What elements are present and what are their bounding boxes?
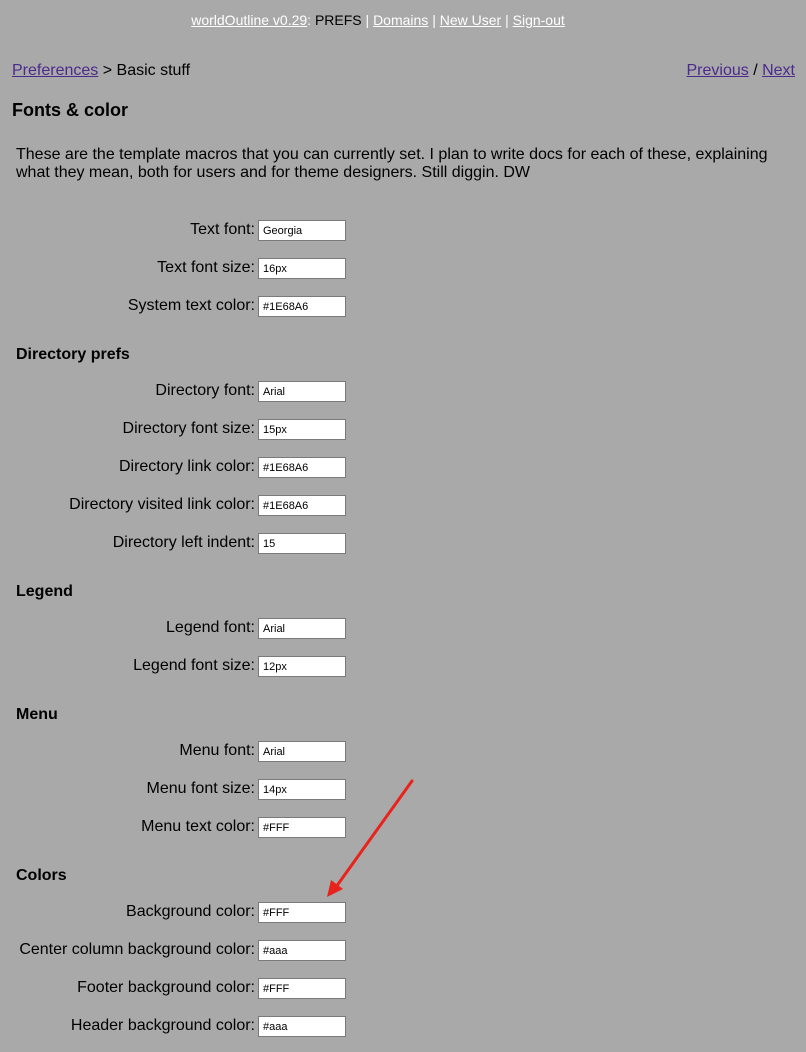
menu-font-size-label: Menu font size:: [146, 780, 255, 797]
page-title: Fonts & color: [12, 100, 128, 120]
nav-separator: |: [365, 12, 370, 28]
legend-font-size-row: [0, 656, 360, 678]
text-font-size-row: [0, 258, 360, 280]
center-column-background-color-label: Center column background color:: [19, 941, 255, 958]
nav-domains-link[interactable]: Domains: [373, 12, 429, 28]
directory-left-indent-label: Directory left indent:: [112, 534, 255, 551]
nav-separator: |: [432, 12, 436, 28]
directory-font-row: [0, 381, 360, 403]
directory-link-color-row: [0, 457, 360, 479]
directory-link-color-input[interactable]: [258, 457, 346, 478]
annotation-arrow-head: [327, 880, 343, 897]
center-column-background-color-row: [0, 940, 360, 962]
text-font-size-label: Text font size:: [157, 259, 255, 276]
breadcrumb: [12, 62, 190, 80]
nav-sign-out-link[interactable]: Sign-out: [512, 12, 565, 28]
nav-current-prefs: PREFS: [314, 12, 362, 28]
directory-left-indent-input[interactable]: [258, 533, 346, 554]
colors-heading: Colors: [16, 867, 67, 884]
text-font-input[interactable]: [258, 220, 346, 241]
directory-font-size-input[interactable]: [258, 419, 346, 440]
menu-font-label: Menu font:: [179, 742, 255, 759]
center-column-background-color-input[interactable]: [258, 940, 346, 961]
brand-link[interactable]: worldOutline v0.29: [191, 12, 308, 28]
intro-text: These are the template macros that you can currently set. I plan to write docs for each of these, explaining what they mean, both for users and for theme designers. Still diggin. DW: [16, 146, 768, 181]
directory-font-size-row: [0, 419, 360, 441]
nav-colon: :: [307, 12, 312, 28]
menu-text-color-label: Menu text color:: [141, 818, 255, 835]
background-color-label: Background color:: [126, 903, 255, 920]
directory-font-input[interactable]: [258, 381, 346, 402]
text-font-label: Text font:: [190, 221, 255, 238]
header-background-color-input[interactable]: [258, 1016, 346, 1037]
directory-left-indent-row: [0, 533, 360, 555]
legend-font-label: Legend font:: [166, 619, 255, 636]
top-nav: [0, 12, 756, 28]
menu-text-color-input[interactable]: [258, 817, 346, 838]
system-text-color-input[interactable]: [258, 296, 346, 317]
menu-heading: Menu: [16, 706, 58, 723]
menu-text-color-row: [0, 817, 360, 839]
text-font-row: [0, 220, 360, 242]
pager-separator: /: [753, 62, 758, 79]
directory-visited-link-color-input[interactable]: [258, 495, 346, 516]
pager: [686, 62, 795, 80]
breadcrumb-separator: >: [102, 62, 113, 79]
menu-font-input[interactable]: [258, 741, 346, 762]
directory-font-label: Directory font:: [155, 382, 255, 399]
breadcrumb-preferences-link[interactable]: Preferences: [12, 62, 99, 79]
menu-font-size-row: [0, 779, 360, 801]
legend-font-row: [0, 618, 360, 640]
legend-heading: Legend: [16, 583, 73, 600]
directory-link-color-label: Directory link color:: [118, 458, 255, 475]
footer-background-color-label: Footer background color:: [77, 979, 255, 996]
background-color-row: [0, 902, 360, 924]
previous-link[interactable]: Previous: [686, 62, 749, 79]
header-background-color-label: Header background color:: [70, 1017, 255, 1034]
text-font-size-input[interactable]: [258, 258, 346, 279]
system-text-color-row: [0, 296, 360, 318]
system-text-color-label: System text color:: [127, 297, 255, 314]
footer-background-color-row: [0, 978, 360, 1000]
menu-font-row: [0, 741, 360, 763]
breadcrumb-current: Basic stuff: [116, 62, 191, 79]
background-color-input[interactable]: [258, 902, 346, 923]
directory-visited-link-color-label: Directory visited link color:: [69, 496, 255, 513]
directory-visited-link-color-row: [0, 495, 360, 517]
menu-font-size-input[interactable]: [258, 779, 346, 800]
legend-font-size-input[interactable]: [258, 656, 346, 677]
footer-background-color-input[interactable]: [258, 978, 346, 999]
directory-font-size-label: Directory font size:: [122, 420, 255, 437]
legend-font-size-label: Legend font size:: [133, 657, 255, 674]
legend-font-input[interactable]: [258, 618, 346, 639]
directory-prefs-heading: Directory prefs: [16, 346, 130, 363]
nav-new-user-link[interactable]: New User: [439, 12, 502, 28]
nav-separator: |: [505, 12, 509, 28]
next-link[interactable]: Next: [762, 62, 795, 79]
header-background-color-row: [0, 1016, 360, 1038]
